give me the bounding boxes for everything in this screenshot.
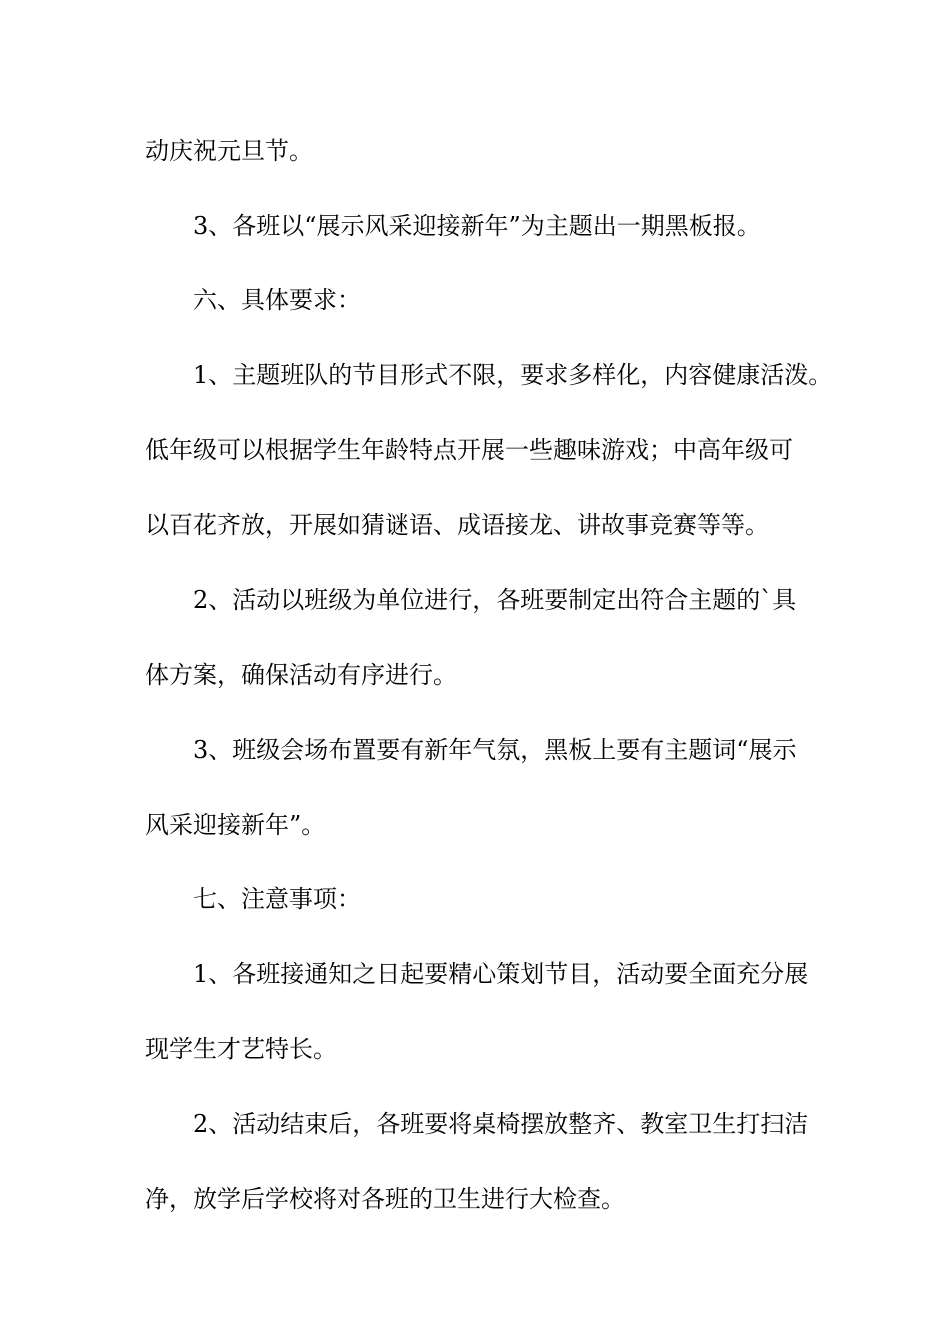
paragraph-line: 现学生才艺特长。 bbox=[145, 1035, 337, 1063]
paragraph-line: 1、各班接通知之日起要精心策划节目，活动要全面充分展 bbox=[193, 960, 809, 988]
section-heading: 七、注意事项： bbox=[193, 885, 361, 913]
paragraph-line: 3、班级会场布置要有新年气氛，黑板上要有主题词“展示 bbox=[193, 736, 797, 764]
paragraph-line: 3、各班以“展示风采迎接新年”为主题出一期黑板报。 bbox=[193, 212, 761, 240]
paragraph-line: 低年级可以根据学生年龄特点开展一些趣味游戏；中高年级可 bbox=[145, 436, 793, 464]
paragraph-line: 净，放学后学校将对各班的卫生进行大检查。 bbox=[145, 1185, 625, 1213]
section-heading: 六、具体要求： bbox=[193, 286, 361, 314]
paragraph-line: 体方案，确保活动有序进行。 bbox=[145, 661, 457, 689]
paragraph-line: 动庆祝元旦节。 bbox=[145, 137, 313, 165]
paragraph-line: 以百花齐放，开展如猜谜语、成语接龙、讲故事竞赛等等。 bbox=[145, 511, 769, 539]
paragraph-line: 2、活动以班级为单位进行，各班要制定出符合主题的`具 bbox=[193, 586, 797, 614]
paragraph-line: 1、主题班队的节目形式不限，要求多样化，内容健康活泼。 bbox=[193, 361, 833, 389]
paragraph-line: 风采迎接新年”。 bbox=[145, 811, 326, 839]
paragraph-line: 2、活动结束后，各班要将桌椅摆放整齐、教室卫生打扫洁 bbox=[193, 1110, 809, 1138]
